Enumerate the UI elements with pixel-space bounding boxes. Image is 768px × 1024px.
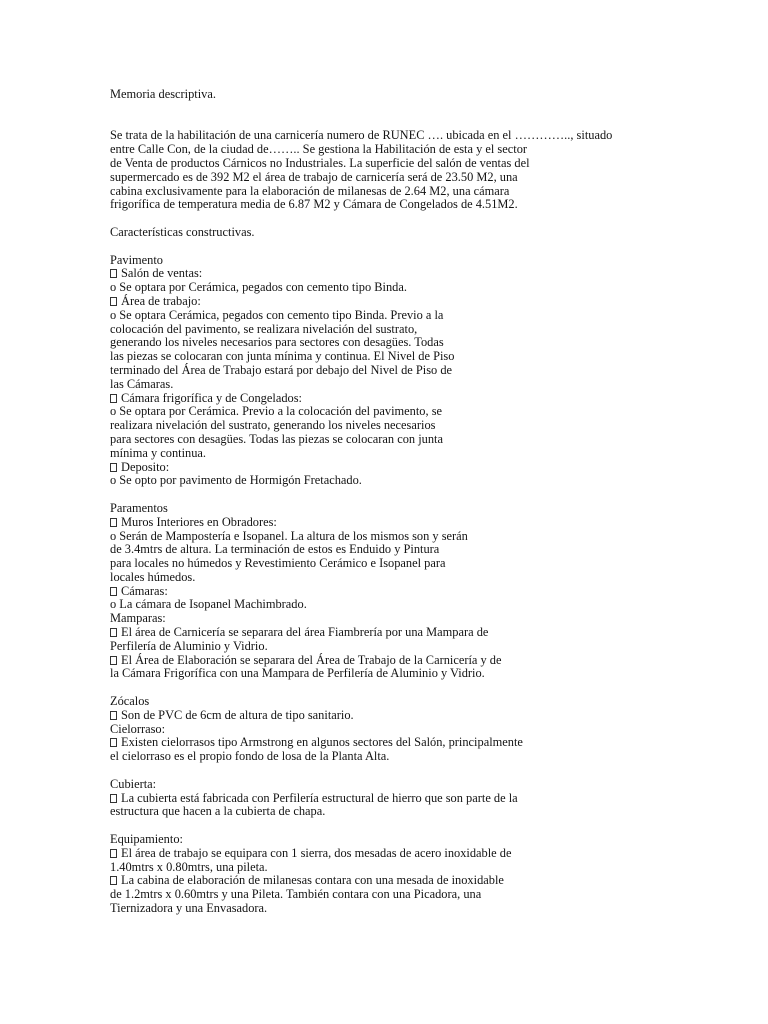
pavimento-line-text: Área de trabajo: bbox=[121, 293, 201, 308]
paramentos-line bbox=[110, 667, 670, 681]
bullet-box-icon bbox=[110, 794, 117, 803]
pavimento-line bbox=[110, 433, 670, 447]
pavimento-line-text: Cámara frigorífica y de Congelados: bbox=[121, 390, 302, 405]
section-heading-zocalos: Zócalos bbox=[110, 694, 150, 709]
equipamiento-line-text: 1.40mtrs x 0.80mtrs, una pileta. bbox=[110, 859, 268, 874]
bullet-box-icon bbox=[110, 587, 117, 596]
paramentos-line bbox=[110, 598, 670, 612]
paramentos-line bbox=[110, 543, 670, 557]
bullet-box-icon bbox=[110, 711, 117, 720]
paramentos-line bbox=[110, 571, 670, 585]
intro-line: supermercado es de 392 M2 el área de trabajo de carnicería será de 23.50 M2, una bbox=[110, 169, 518, 184]
section-heading-paramentos: Paramentos bbox=[110, 500, 168, 515]
pavimento-lines bbox=[110, 267, 670, 488]
paramentos-line bbox=[110, 654, 670, 668]
equipamiento-line bbox=[110, 902, 670, 916]
zocalos-line bbox=[110, 709, 670, 723]
cubierta-line-text: estructura que hacen a la cubierta de chapa. bbox=[110, 804, 326, 819]
pavimento-line-text: generando los niveles necesarios para sectores con desagües. Todas bbox=[110, 335, 444, 350]
intro-line: cabina exclusivamente para la elaboración de milanesas de 2.64 M2, una cámara bbox=[110, 183, 510, 198]
zocalos-line bbox=[110, 736, 670, 750]
bullet-box-icon bbox=[110, 297, 117, 306]
bullet-box-icon bbox=[110, 394, 117, 403]
section-heading-pavimento: Pavimento bbox=[110, 252, 163, 267]
paramentos-line-text: o Serán de Mampostería e Isopanel. La altura de los mismos son y serán bbox=[110, 528, 468, 543]
paramentos-line-text: de 3.4mtrs de altura. La terminación de estos es Enduido y Pintura bbox=[110, 542, 440, 557]
intro-line: de Venta de productos Cárnicos no Industriales. La superficie del salón de ventas del bbox=[110, 155, 530, 170]
intro-line: frigorífica de temperatura media de 6.87 M2 y Cámara de Congelados de 4.51M2. bbox=[110, 197, 518, 212]
pavimento-line bbox=[110, 336, 670, 350]
pavimento-line-text: o Se optara Cerámica, pegados con cemento tipo Binda. Previo a la bbox=[110, 307, 444, 322]
document-title: Memoria descriptiva. bbox=[110, 87, 216, 101]
bullet-box-icon bbox=[110, 518, 117, 527]
paramentos-line-text: la Cámara Frigorífica con una Mampara de Perfilería de Aluminio y Vidrio. bbox=[110, 666, 485, 681]
pavimento-line-text: las piezas se colocaran con junta mínima y continua. El Nivel de Piso bbox=[110, 349, 455, 364]
zocalos-line-text: Cielorraso: bbox=[110, 721, 166, 736]
pavimento-line-text: o Se optara por Cerámica, pegados con cemento tipo Binda. bbox=[110, 280, 407, 295]
paramentos-line-text: o La cámara de Isopanel Machimbrado. bbox=[110, 597, 307, 612]
paramentos-line bbox=[110, 557, 670, 571]
pavimento-line bbox=[110, 447, 670, 461]
paramentos-line bbox=[110, 626, 670, 640]
equipamiento-line bbox=[110, 861, 670, 875]
paramentos-lines bbox=[110, 516, 670, 682]
cubierta-line bbox=[110, 792, 670, 806]
paramentos-line bbox=[110, 516, 670, 530]
paramentos-line-text: locales húmedos. bbox=[110, 569, 196, 584]
zocalos-line bbox=[110, 750, 670, 764]
paramentos-line-text: Muros Interiores en Obradores: bbox=[121, 514, 277, 529]
section-heading-cubierta: Cubierta: bbox=[110, 776, 157, 791]
zocalos-lines bbox=[110, 709, 670, 764]
paramentos-line-text: El área de Carnicería se separara del área Fiambrería por una Mampara de bbox=[121, 625, 489, 640]
section-heading-equipamiento: Equipamiento: bbox=[110, 832, 183, 847]
pavimento-line bbox=[110, 323, 670, 337]
pavimento-line bbox=[110, 405, 670, 419]
paramentos-line-text: Mamparas: bbox=[110, 611, 166, 626]
pavimento-line bbox=[110, 461, 670, 475]
bullet-box-icon bbox=[110, 628, 117, 637]
pavimento-line-text: terminado del Área de Trabajo estará por debajo del Nivel de Piso de bbox=[110, 362, 453, 377]
paramentos-line bbox=[110, 612, 670, 626]
equipamiento-line-text: El área de trabajo se equipara con 1 sierra, dos mesadas de acero inoxidable de bbox=[121, 845, 512, 860]
intro-line: Se trata de la habilitación de una carnicería numero de RUNEC …. ubicada en el ………….., situado bbox=[110, 128, 613, 143]
cubierta-line bbox=[110, 805, 670, 819]
paramentos-line-text: El Área de Elaboración se separara del Área de Trabajo de la Carnicería y de bbox=[121, 652, 502, 667]
pavimento-line bbox=[110, 350, 670, 364]
cubierta-line-text: La cubierta está fabricada con Perfilería estructural de hierro que son parte de la bbox=[121, 790, 518, 805]
zocalos-line-text: el cielorraso es el propio fondo de losa de la Planta Alta. bbox=[110, 749, 390, 764]
equipamiento-line-text: La cabina de elaboración de milanesas contara con una mesada de inoxidable bbox=[121, 873, 504, 888]
pavimento-line-text: Salón de ventas: bbox=[121, 266, 203, 281]
pavimento-line bbox=[110, 474, 670, 488]
bullet-box-icon bbox=[110, 656, 117, 665]
equipamiento-line-text: Tiernizadora y una Envasadora. bbox=[110, 901, 268, 916]
pavimento-line bbox=[110, 295, 670, 309]
zocalos-line-text: Existen cielorrasos tipo Armstrong en algunos sectores del Salón, principalmente bbox=[121, 735, 523, 750]
pavimento-line-text: o Se optara por Cerámica. Previo a la colocación del pavimento, se bbox=[110, 404, 443, 419]
bullet-box-icon bbox=[110, 738, 117, 747]
pavimento-line-text: realizara nivelación del sustrato, generando los niveles necesarios bbox=[110, 418, 436, 433]
paramentos-line bbox=[110, 640, 670, 654]
pavimento-line-text: o Se opto por pavimento de Hormigón Fretachado. bbox=[110, 473, 362, 488]
pavimento-line-text: para sectores con desagües. Todas las piezas se colocaran con junta bbox=[110, 431, 443, 446]
cubierta-lines bbox=[110, 792, 670, 820]
zocalos-line-text: Son de PVC de 6cm de altura de tipo sanitario. bbox=[121, 707, 354, 722]
equipamiento-lines bbox=[110, 847, 670, 916]
pavimento-line bbox=[110, 267, 670, 281]
equipamiento-line-text: de 1.2mtrs x 0.60mtrs y una Pileta. También contara con una Picadora, una bbox=[110, 887, 482, 902]
bullet-box-icon bbox=[110, 876, 117, 885]
document-page bbox=[110, 88, 670, 916]
pavimento-line bbox=[110, 378, 670, 392]
bullet-box-icon bbox=[110, 849, 117, 858]
paramentos-line-text: para locales no húmedos y Revestimiento Cerámico e Isopanel para bbox=[110, 556, 446, 571]
bullet-box-icon bbox=[110, 269, 117, 278]
pavimento-line-text: Deposito: bbox=[121, 459, 170, 474]
pavimento-line-text: mínima y continua. bbox=[110, 445, 207, 460]
paramentos-line-text: Cámaras: bbox=[121, 583, 168, 598]
intro-paragraph bbox=[110, 129, 670, 212]
paramentos-line bbox=[110, 585, 670, 599]
pavimento-line-text: colocación del pavimento, se realizara nivelación del sustrato, bbox=[110, 321, 418, 336]
pavimento-line bbox=[110, 281, 670, 295]
section-heading-caracteristicas: Características constructivas. bbox=[110, 224, 255, 239]
pavimento-line bbox=[110, 419, 670, 433]
intro-line: entre Calle Con, de la ciudad de…….. Se gestiona la Habilitación de esta y el sector bbox=[110, 142, 528, 157]
zocalos-line bbox=[110, 723, 670, 737]
paramentos-line-text: Perfilería de Aluminio y Vidrio. bbox=[110, 638, 268, 653]
pavimento-line bbox=[110, 392, 670, 406]
equipamiento-line bbox=[110, 847, 670, 861]
pavimento-line bbox=[110, 309, 670, 323]
equipamiento-line bbox=[110, 888, 670, 902]
equipamiento-line bbox=[110, 874, 670, 888]
pavimento-line-text: las Cámaras. bbox=[110, 376, 174, 391]
paramentos-line bbox=[110, 530, 670, 544]
bullet-box-icon bbox=[110, 463, 117, 472]
pavimento-line bbox=[110, 364, 670, 378]
